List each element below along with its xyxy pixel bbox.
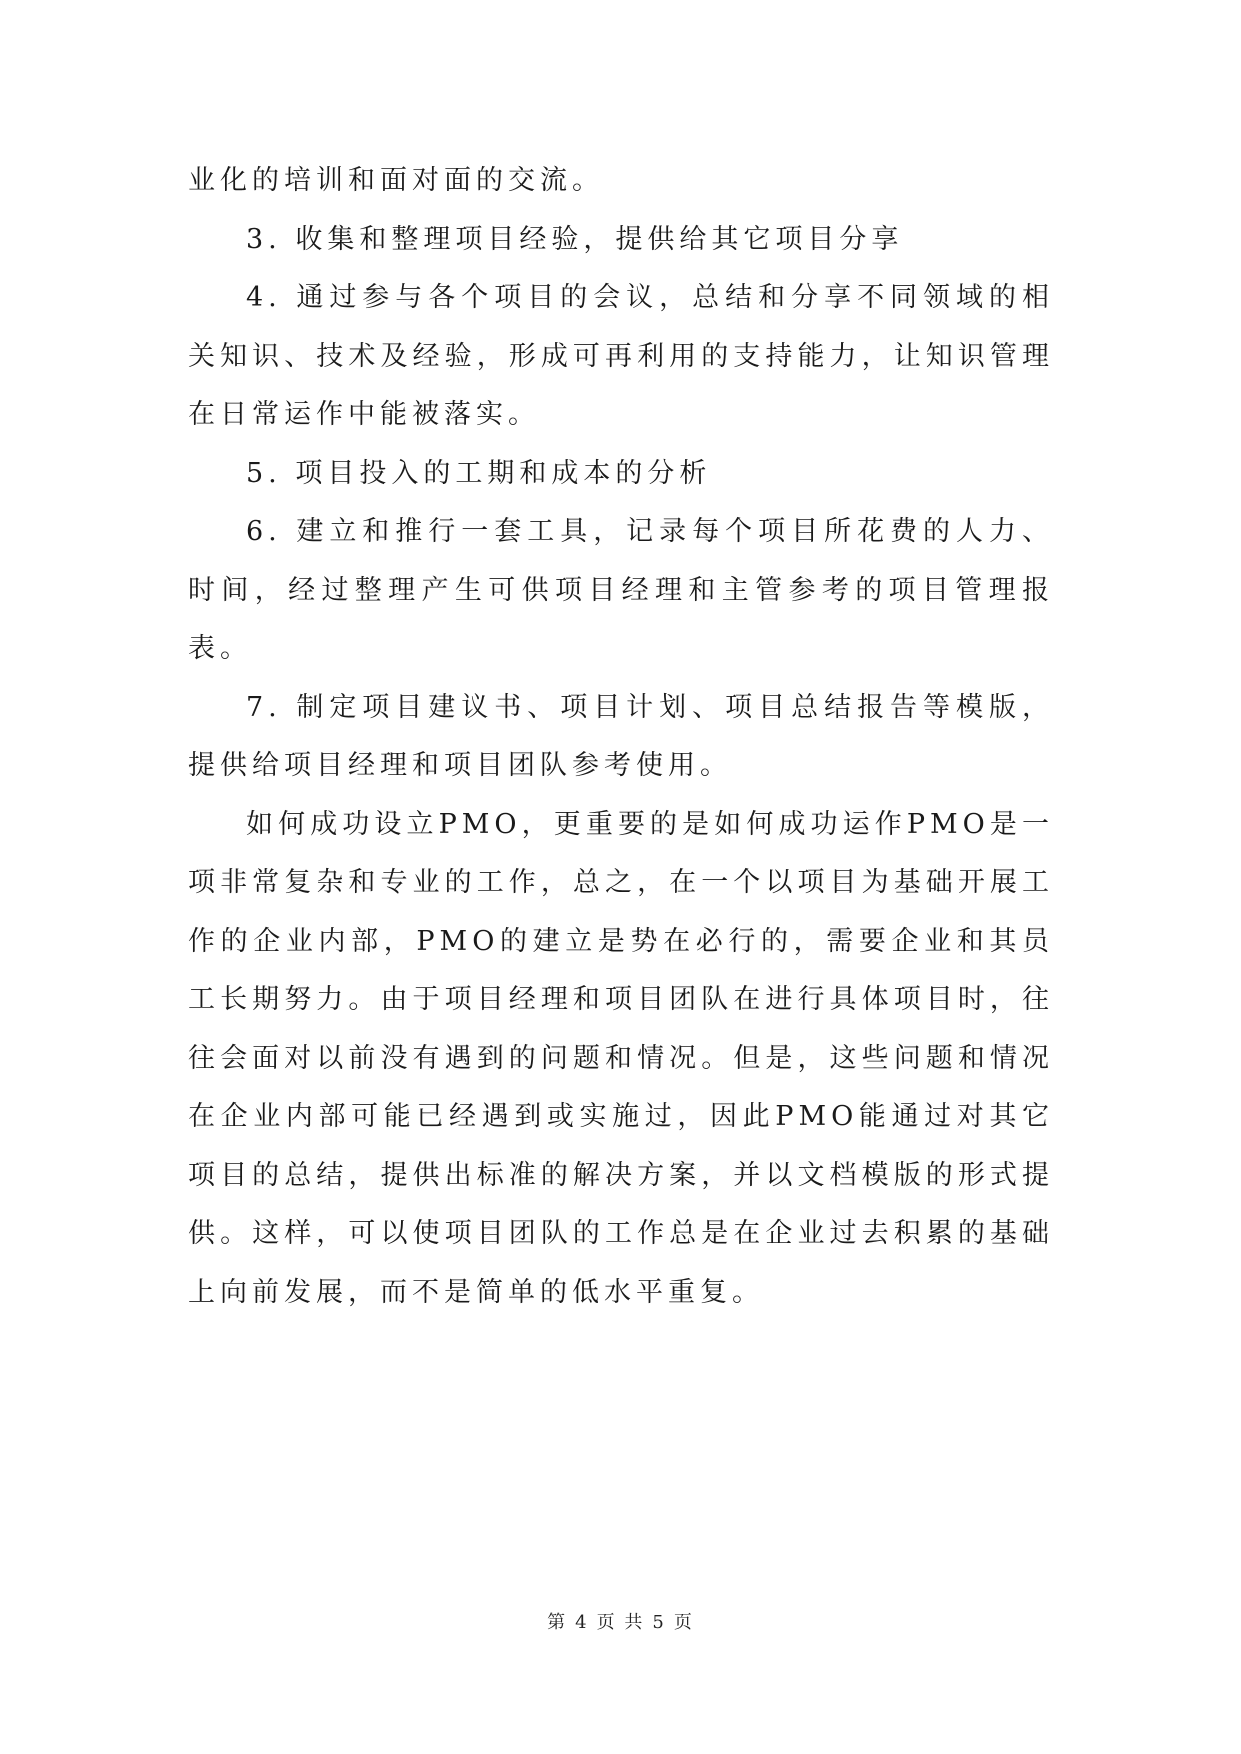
paragraph-5: 6. 建立和推行一套工具，记录每个项目所花费的人力、时间，经过整理产生可供项目经理和主管参考的项目管理报表。	[188, 516, 1054, 664]
footer-middle: 页 共	[596, 1612, 645, 1633]
footer-prefix: 第	[547, 1612, 568, 1633]
footer-suffix: 页	[673, 1612, 694, 1633]
page-footer	[0, 1608, 1241, 1634]
paragraph-3: 4. 通过参与各个项目的会议，总结和分享不同领域的相关知识、技术及经验，形成可再利用的支持能力，让知识管理在日常运作中能被落实。	[188, 282, 1054, 430]
footer-total-pages: 5	[652, 1612, 666, 1633]
paragraph-6: 7. 制定项目建议书、项目计划、项目总结报告等模版，提供给项目经理和项目团队参考使用。	[188, 691, 1054, 781]
footer-current-page: 4	[575, 1612, 589, 1633]
paragraph-1: 业化的培训和面对面的交流。	[188, 165, 604, 196]
document-body	[188, 152, 1054, 1322]
paragraph-2: 3. 收集和整理项目经验，提供给其它项目分享	[246, 223, 904, 255]
paragraph-7: 如何成功设立PMO，更重要的是如何成功运作PMO是一项非常复杂和专业的工作，总之，在一个以项目为基础开展工作的企业内部，PMO的建立是势在必行的，需要企业和其员工长期努力。由于项目经理和项目团队在进行具体项目时，往往会面对以前没有遇到的问题和情况。但是，这些问题和情况在企业内部可能已经遇到或实施过，因此PMO能通过对其它项目的总结，提供出标准的解决方案，并以文档模版的形式提供。这样，可以使项目团队的工作总是在企业过去积累的基础上向前发展，而不是简单的低水平重复。	[188, 808, 1054, 1308]
paragraph-4: 5. 项目投入的工期和成本的分析	[246, 457, 712, 489]
